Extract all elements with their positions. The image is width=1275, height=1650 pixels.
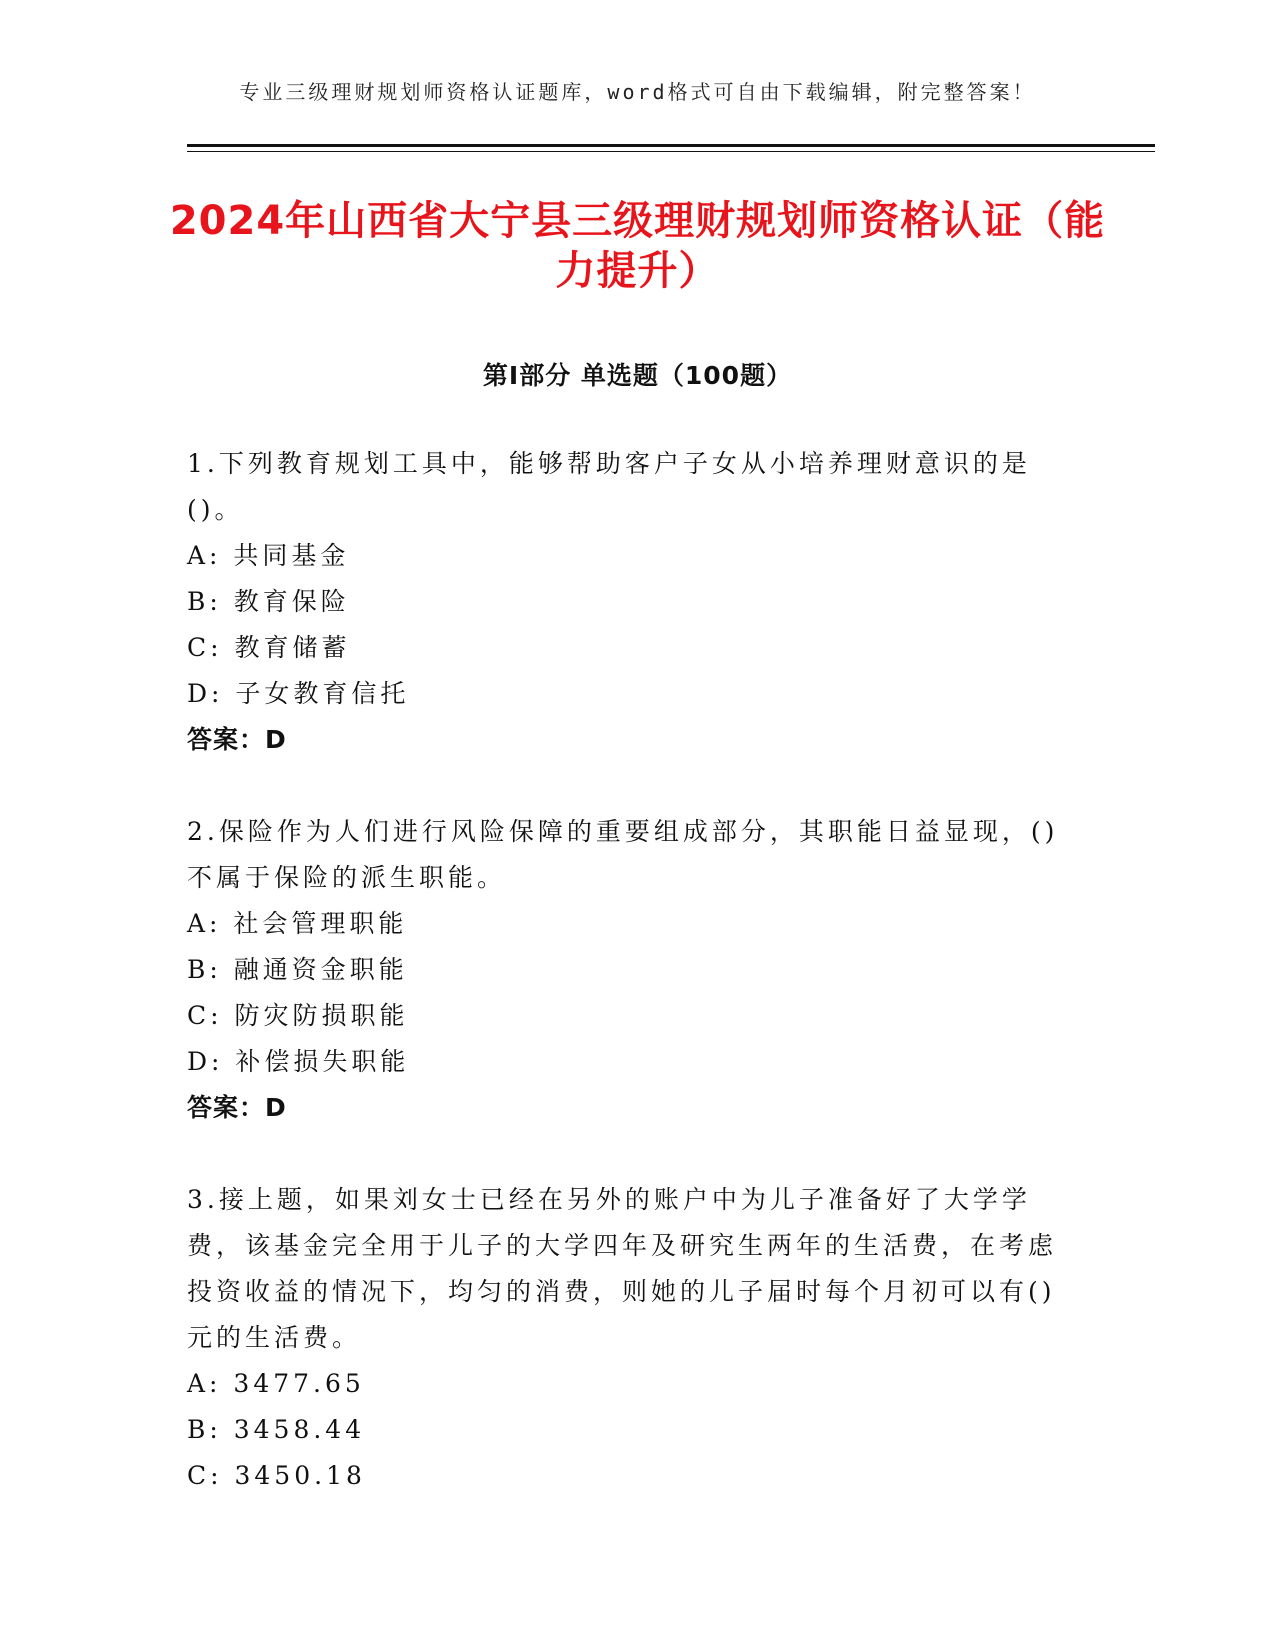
option-c: C: 3450.18 <box>187 1461 366 1490</box>
option-c: C: 教育储蓄 <box>187 633 351 662</box>
option-a: A: 共同基金 <box>187 541 350 570</box>
document-title: 2024年山西省大宁县三级理财规划师资格认证（能力提升） <box>169 198 1106 294</box>
option-a: A: 社会管理职能 <box>187 909 408 938</box>
option-b: B: 教育保险 <box>187 587 350 616</box>
option-b: B: 3458.44 <box>187 1415 366 1444</box>
question-stem: 3.接上题，如果刘女士已经在另外的账户中为儿子准备好了大学学费，该基金完全用于儿子的大学四年及研究生两年的生活费，在考虑投资收益的情况下，均匀的消费，则她的儿子届时每个月初可以有()元的生活费。 <box>187 1185 1058 1352</box>
question-stem: 1.下列教育规划工具中，能够帮助客户子女从小培养理财意识的是()。 <box>187 449 1031 524</box>
answer-line: 答案：D <box>187 1093 287 1122</box>
question-stem: 2.保险作为人们进行风险保障的重要组成部分，其职能日益显现，()不属于保险的派生职能。 <box>187 817 1059 892</box>
option-a: A: 3477.65 <box>187 1369 365 1398</box>
header-divider-thick <box>187 144 1155 147</box>
section-heading: 第I部分 单选题（100题） <box>482 361 793 390</box>
option-d: D: 子女教育信托 <box>187 679 410 708</box>
question-1 <box>187 441 1067 763</box>
option-d: D: 补偿损失职能 <box>187 1047 410 1076</box>
question-3 <box>187 1177 1067 1499</box>
option-c: C: 防灾防损职能 <box>187 1001 409 1030</box>
answer-line: 答案：D <box>187 725 287 754</box>
header-divider-thin <box>187 151 1155 152</box>
option-b: B: 融通资金职能 <box>187 955 408 984</box>
header-note: 专业三级理财规划师资格认证题库，word格式可自由下载编辑，附完整答案！ <box>239 80 1036 104</box>
question-2 <box>187 809 1067 1131</box>
question-list <box>187 441 1067 1545</box>
